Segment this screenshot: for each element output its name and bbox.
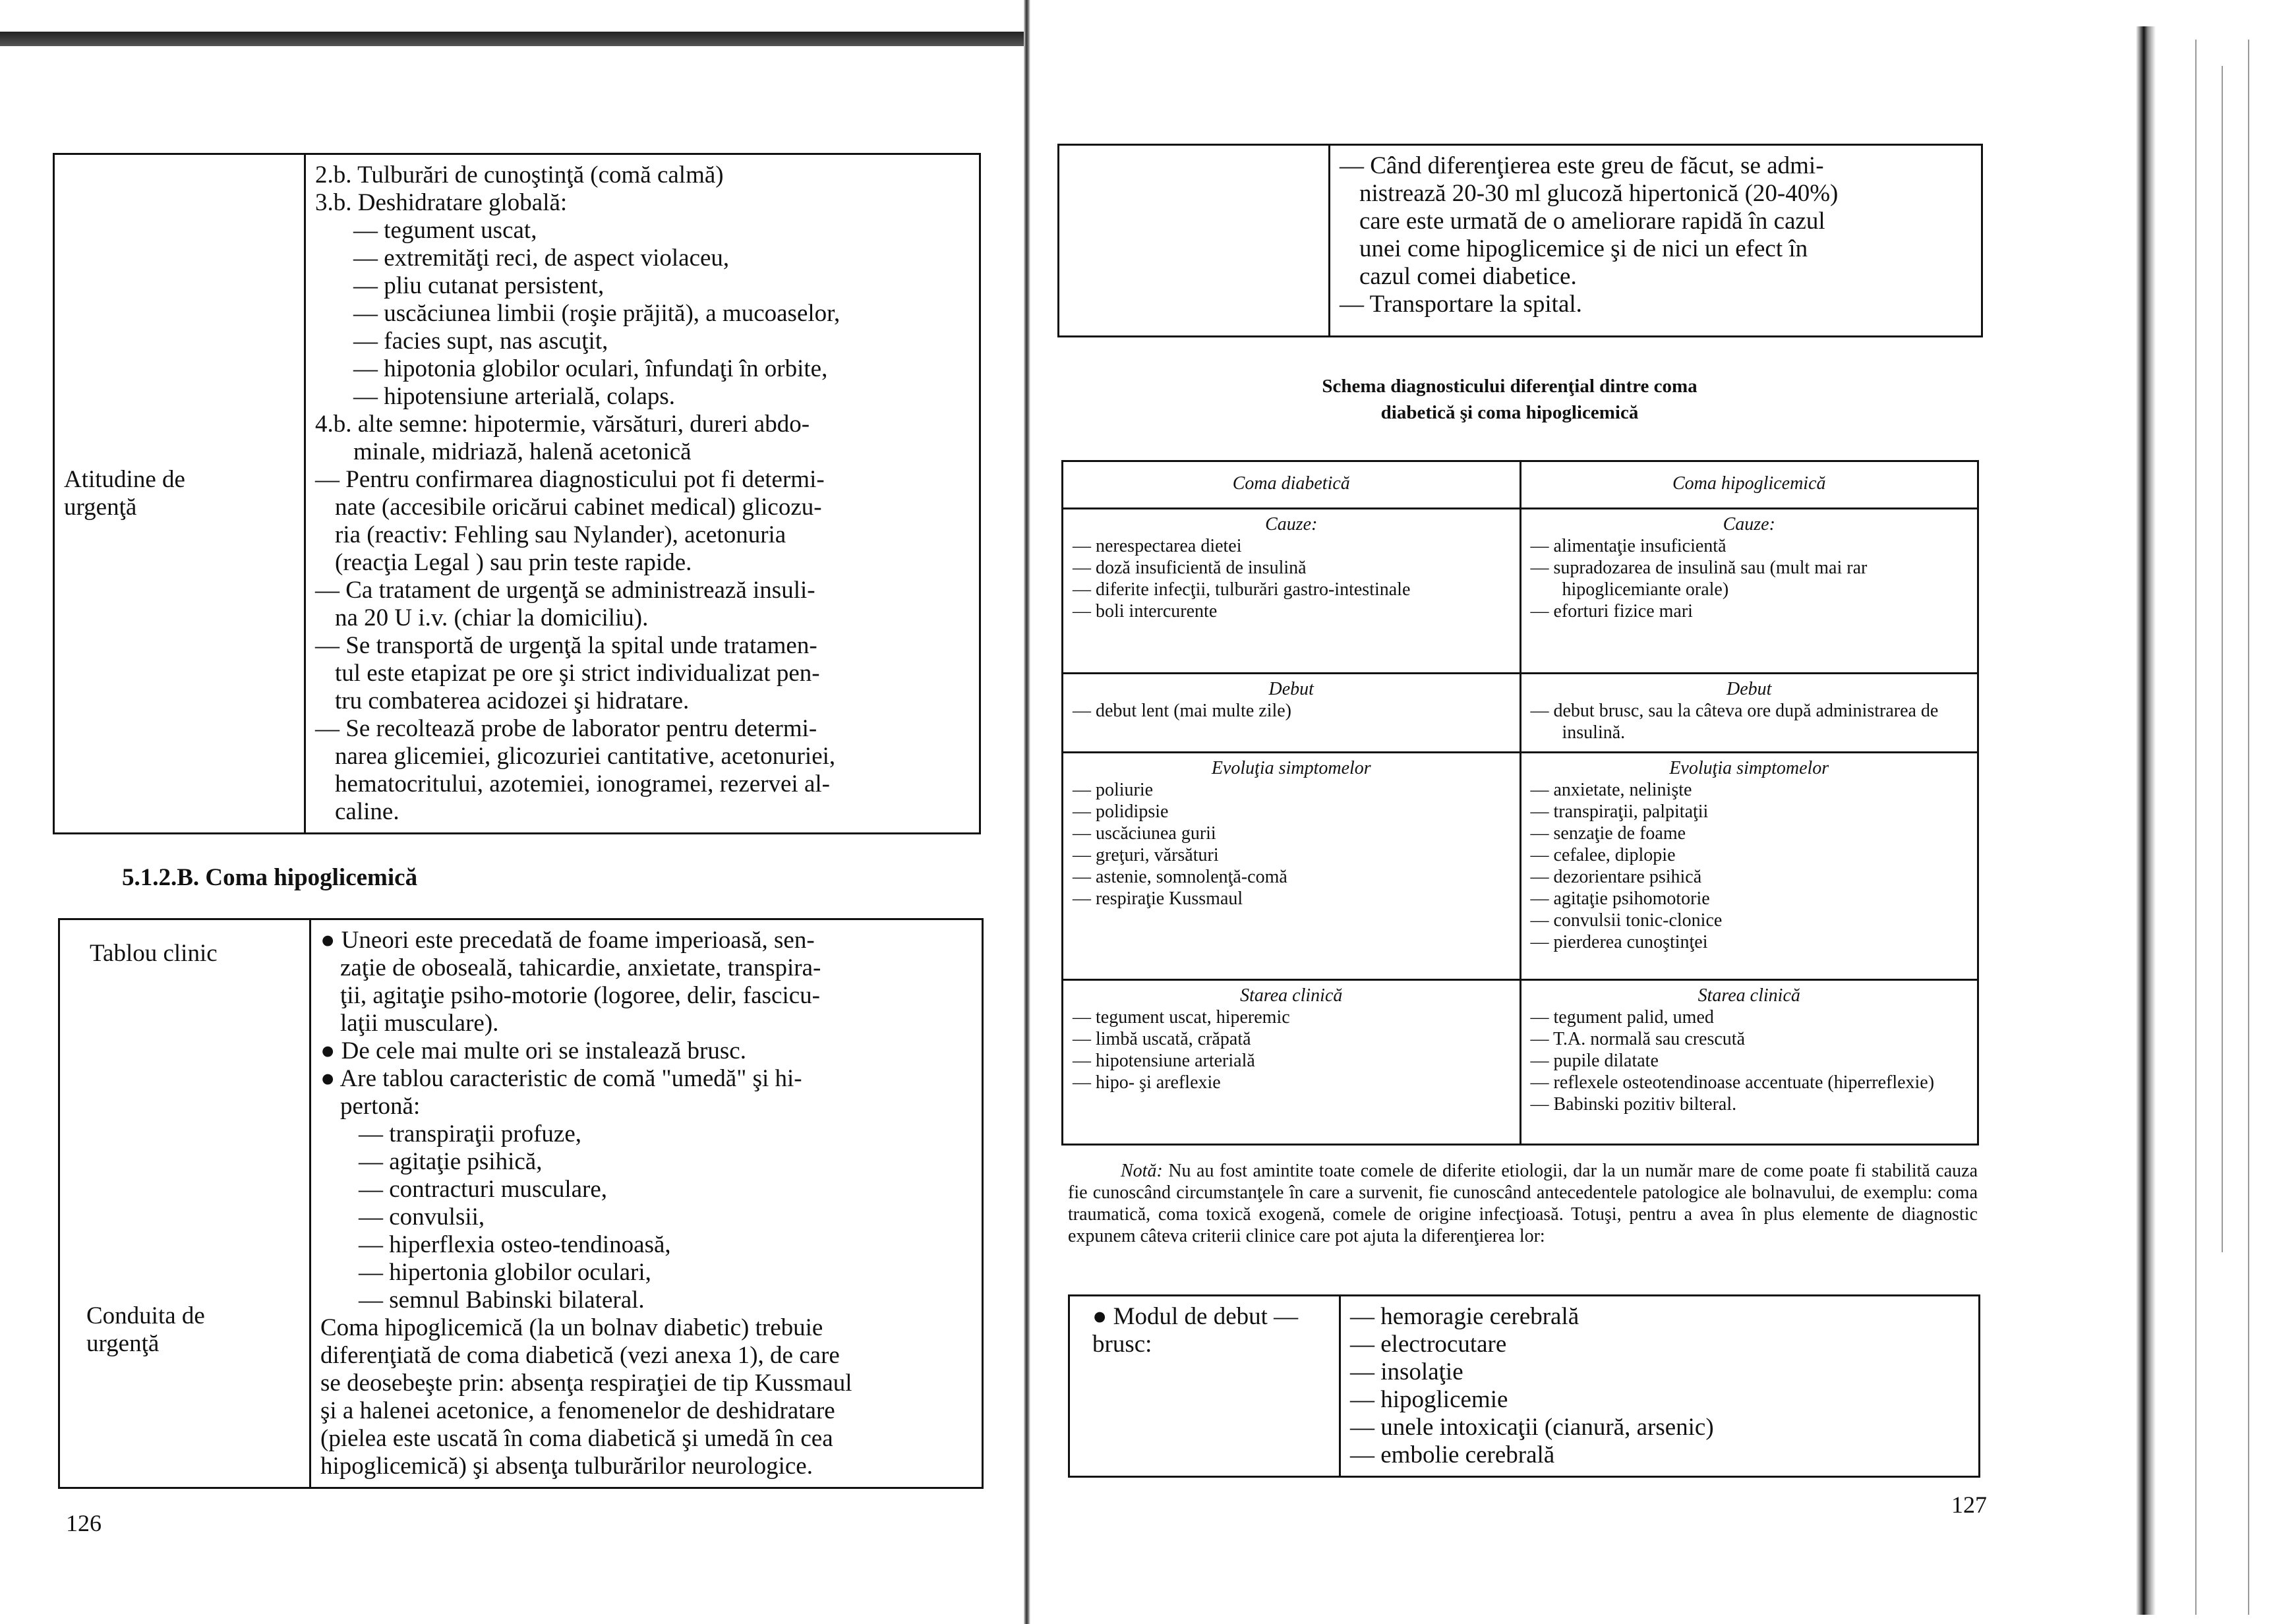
cell-title: Evoluţia simptomelor [1669, 758, 1829, 778]
onset-criteria-table [1068, 1294, 1980, 1478]
cell-item: — doză insuficientă de insulină [1073, 558, 1307, 578]
text-line: Coma hipoglicemică (la un bolnav diabetic) trebuie [320, 1314, 823, 1341]
schema-title [1160, 373, 1859, 426]
text-line: caline. [335, 798, 399, 825]
cell-title: Starea clinică [1697, 985, 1800, 1006]
note-label: Notă: [1121, 1161, 1163, 1181]
cell-item: — senzaţie de foame [1530, 823, 1686, 844]
cell-title: Debut [1727, 679, 1772, 699]
text-line: (reacţia Legal ) sau prin teste rapide. [335, 549, 692, 576]
text-line: — embolie cerebrală [1350, 1441, 1555, 1468]
text-line: — hipertonia globilor oculari, [359, 1259, 651, 1286]
cell-item: — uscăciunea gurii [1073, 823, 1216, 844]
text-line: ţii, agitaţie psiho-motorie (logoree, delir, fascicu- [340, 982, 820, 1009]
cell-item: — cefalee, diplopie [1530, 845, 1676, 865]
cell-item: — respiraţie Kussmaul [1073, 888, 1243, 909]
text-line: — extremităţi reci, de aspect violaceu, [353, 245, 730, 272]
table2-label-cell [59, 919, 310, 1488]
cell-item: — tegument uscat, hiperemic [1073, 1007, 1290, 1028]
top-table-empty-cell [1059, 145, 1330, 337]
cell-item: — dezorientare psihică [1530, 867, 1702, 887]
cell-title: Starea clinică [1240, 985, 1343, 1006]
text-line: — unele intoxicaţii (cianură, arsenic) [1350, 1414, 1714, 1441]
text-line: — contracturi musculare, [359, 1176, 608, 1203]
cell-item: — limbă uscată, crăpată [1073, 1029, 1251, 1049]
page-number-right: 127 [1951, 1492, 1987, 1518]
text-line: — Transportare la spital. [1340, 291, 1582, 318]
cell-evolutia-hipoglicemica [1520, 753, 1978, 980]
text-line: — hemoragie cerebrală [1350, 1303, 1579, 1330]
text-line: — agitaţie psihică, [359, 1148, 543, 1175]
table1-label: Atitudine de urgenţă [64, 466, 185, 521]
header-coma-diabetica: Coma diabetică [1063, 461, 1521, 509]
cell-item: — greţuri, vărsături [1073, 845, 1219, 865]
text-line: — Când diferenţierea este greu de făcut, se admi- [1340, 152, 1824, 179]
text-line: 4.b. alte semne: hipotermie, vărsături, dureri abdo- [315, 411, 810, 438]
text-line: ● Are tablou caracteristic de comă "umedă" şi hi- [320, 1065, 802, 1092]
text-line: — hiperflexia osteo-tendinoasă, [359, 1231, 671, 1258]
cell-item: — hipotensiune arterială [1073, 1051, 1255, 1071]
text-line: — Se recoltează probe de laborator pentru determi- [315, 715, 817, 742]
table2-label-conduita: Conduita de urgenţă [86, 1302, 205, 1357]
cell-title: Debut [1268, 679, 1314, 699]
text-line: na 20 U i.v. (chiar la domiciliu). [335, 604, 649, 631]
text-line: nate (accesibile oricărui cabinet medical) glicozu- [335, 494, 822, 521]
cell-item: — polidipsie [1073, 801, 1169, 822]
cell-title: Cauze: [1265, 514, 1318, 535]
cell-item: — hipo- şi areflexie [1073, 1072, 1221, 1093]
schema-title-line: diabetică şi coma hipoglicemică [1380, 402, 1639, 423]
text-line: ● De cele mai multe ori se instalează brusc. [320, 1037, 746, 1064]
text-line: ria (reactiv: Fehling sau Nylander), acetonuria [335, 521, 786, 548]
text-line: nistrează 20-30 ml glucoză hipertonică (20-40%) [1359, 180, 1839, 207]
cell-debut-hipoglicemica [1520, 674, 1978, 753]
text-line: — hipotensiune arterială, colaps. [353, 383, 676, 410]
cell-starea-diabetica [1063, 980, 1521, 1145]
text-line: cazul comei diabetice. [1359, 263, 1577, 290]
text-line: — Ca tratament de urgenţă se administrează insuli- [315, 577, 815, 604]
schema-title-line: Schema diagnosticului diferenţial dintre coma [1322, 376, 1697, 397]
top-table-content [1330, 145, 1982, 337]
text-line: se deosebeşte prin: absenţa respiraţiei de tip Kussmaul [320, 1370, 852, 1397]
cell-item: — astenie, somnolenţă-comă [1073, 867, 1287, 887]
onset-label-cell [1069, 1296, 1340, 1477]
text-line: — hipoglicemie [1350, 1386, 1508, 1413]
text-line: unei come hipoglicemice şi de nici un efect în [1359, 235, 1808, 262]
text-line: laţii musculare). [340, 1010, 499, 1037]
differential-diagnosis-table [1061, 460, 1979, 1146]
text-line: şi a halenei acetonice, a fenomenelor de deshidratare [320, 1397, 835, 1424]
text-line: hematocritului, azotemiei, ionogramei, rezervei al- [335, 770, 830, 798]
table2-label-tablou: Tablou clinic [90, 940, 218, 967]
text-line: zaţie de oboseală, tahicardie, anxietate, transpira- [340, 954, 821, 981]
cell-item: — anxietate, nelinişte [1530, 780, 1692, 800]
table1-label-cell [54, 154, 305, 834]
text-line: — semnul Babinski bilateral. [359, 1287, 645, 1314]
text-line: — tegument uscat, [353, 217, 537, 244]
text-line: narea glicemiei, glicozuriei cantitative, acetonuriei, [335, 743, 836, 770]
cell-item: — supradozarea de insulină sau (mult mai rar hipoglicemiante orale) [1530, 558, 1868, 600]
cell-title: Evoluţia simptomelor [1211, 758, 1371, 778]
text-line: — convulsii, [359, 1204, 485, 1231]
text-line: — insolaţie [1350, 1358, 1463, 1385]
cell-item: — tegument palid, umed [1530, 1007, 1714, 1028]
text-line: (pielea este uscată în coma diabetică şi umedă în cea [320, 1425, 833, 1452]
text-line: — Se transportă de urgenţă la spital unde tratamen- [315, 632, 817, 659]
text-line: — pliu cutanat persistent, [353, 272, 605, 299]
text-line: tru combaterea acidozei şi hidratare. [335, 687, 690, 714]
right-page [1028, 0, 2273, 1624]
onset-content [1340, 1296, 1980, 1477]
cell-item: — transpiraţii, palpitaţii [1530, 801, 1709, 822]
page-number-left: 126 [66, 1510, 102, 1536]
cell-evolutia-diabetica [1063, 753, 1521, 980]
header-coma-hipoglicemica: Coma hipoglicemică [1520, 461, 1978, 509]
text-line: — facies supt, nas ascuţit, [353, 328, 608, 355]
section-heading: 5.1.2.B. Coma hipoglicemică [122, 864, 418, 891]
cell-item: — debut lent (mai multe zile) [1073, 701, 1292, 721]
coma-diabetica-table [53, 153, 981, 834]
text-line: care este urmată de o ameliorare rapidă în cazul [1359, 208, 1825, 235]
text-line: diferenţiată de coma diabetică (vezi anexa 1), de care [320, 1342, 840, 1369]
cell-item: — eforturi fizice mari [1530, 601, 1693, 622]
coma-hipoglicemica-table [58, 918, 984, 1489]
cell-title: Cauze: [1723, 514, 1775, 535]
text-line: tul este etapizat pe ore şi strict individualizat pen- [335, 660, 820, 687]
text-line: hipoglicemică) şi absenţa tulburărilor neurologice. [320, 1453, 813, 1480]
cell-item: — Babinski pozitiv bilteral. [1530, 1094, 1737, 1115]
table1-content [305, 154, 980, 834]
text-line: — transpiraţii profuze, [359, 1120, 582, 1147]
cell-debut-diabetica [1063, 674, 1521, 753]
left-page [0, 0, 1028, 1624]
cell-item: — pupile dilatate [1530, 1051, 1659, 1071]
note-text: Nu au fost amintite toate comele de diferite etiologii, dar la un număr mare de come poate fi stabilită cauza fie cunoscând circumstanţele în care a survenit, fie cunoscând antecedentele patologice ale bolnavului, de exemplu: coma traumatică, coma toxică exogenă, comele de origine infecţioasă. Totuşi, pentru a avea în plus elemente de diagnostic expunem câteva criterii clinice care pot ajuta la diferenţierea lor: [1068, 1161, 1978, 1246]
cell-item: — nerespectarea dietei [1073, 536, 1242, 556]
cell-item: — debut brusc, sau la câteva ore după administrarea de insulină. [1530, 701, 1939, 743]
cell-item: — T.A. normală sau crescută [1530, 1029, 1746, 1049]
cell-starea-hipoglicemica [1520, 980, 1978, 1145]
onset-label: ● Modul de debut — brusc: [1092, 1303, 1299, 1358]
text-line: — hipotonia globilor oculari, înfundaţi în orbite, [353, 355, 828, 382]
cell-cauze-hipoglicemica [1520, 509, 1978, 674]
text-line: pertonă: [340, 1093, 421, 1120]
cell-cauze-diabetica [1063, 509, 1521, 674]
cell-item: — pierderea cunoştinţei [1530, 932, 1708, 952]
text-line: — electrocutare [1350, 1331, 1507, 1358]
top-continuation-table [1057, 144, 1983, 337]
table2-content [310, 919, 983, 1488]
note-paragraph [1068, 1160, 1978, 1247]
cell-item: — boli intercurente [1073, 601, 1218, 622]
cell-item: — convulsii tonic-clonice [1530, 910, 1723, 931]
cell-item: — agitaţie psihomotorie [1530, 888, 1710, 909]
cell-item: — poliurie [1073, 780, 1154, 800]
text-line: ● Uneori este precedată de foame imperioasă, sen- [320, 927, 815, 954]
text-line: 2.b. Tulburări de cunoştinţă (comă calmă) [315, 161, 724, 188]
text-line: — Pentru confirmarea diagnosticului pot fi determi- [315, 466, 825, 493]
cell-item: — alimentaţie insuficientă [1530, 536, 1727, 556]
text-line: — uscăciunea limbii (roşie prăjită), a mucoaselor, [353, 300, 841, 327]
cell-item: — reflexele osteotendinoase accentuate (hiperreflexie) [1530, 1072, 1935, 1093]
text-line: 3.b. Deshidratare globală: [315, 189, 568, 216]
text-line: minale, midriază, halenă acetonică [353, 438, 692, 465]
cell-item: — diferite infecţii, tulburări gastro-intestinale [1073, 579, 1411, 600]
